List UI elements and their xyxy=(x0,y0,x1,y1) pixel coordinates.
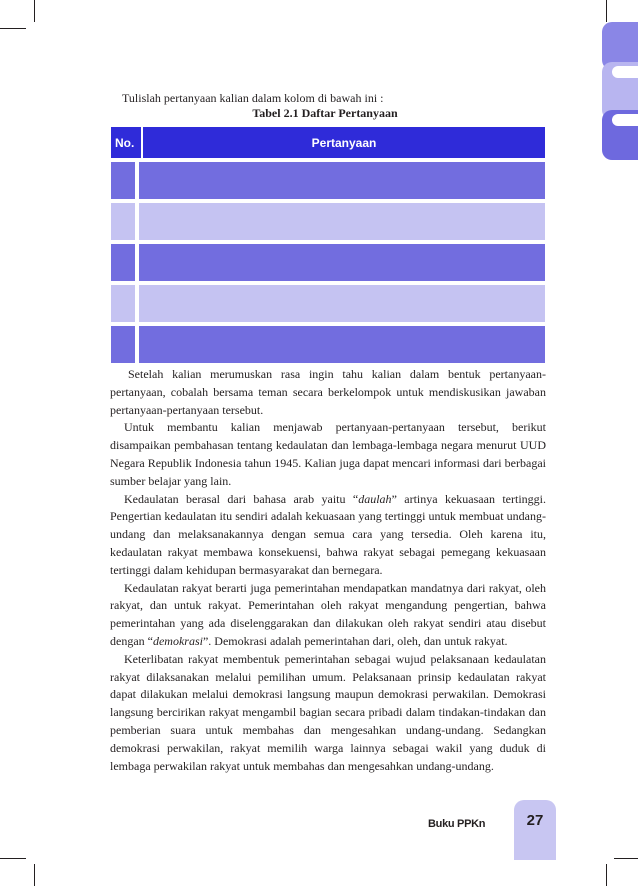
term-demokrasi: demokrasi xyxy=(152,633,203,648)
table-row xyxy=(111,326,545,363)
crop-mark xyxy=(34,864,35,886)
page-number-tab xyxy=(514,800,556,860)
paragraph: Kedaulatan berasal dari bahasa arab yaitu “daulah” artinya kekuasaan tertinggi. Pengertian kedaulatan itu sendiri adalah kekuasaan yang tertinggi untuk membuat undang-undang dan melaksanakannya dengan semua cara yang tersedia. Oleh karena itu, kedaulatan rakyat membawa konsekuensi, bahwa rakyat sebagai pemegang kekuasaan tertinggi dalam kehidupan bermasyarakat dan bernegara. xyxy=(110,491,546,577)
page-number: 27 xyxy=(526,812,544,829)
header-no: No. xyxy=(115,135,135,150)
paragraph: Setelah kalian merumuskan rasa ingin tahu kalian dalam bentuk pertanyaan-pertanyaan, cobalah bersama teman secara berkelompok untuk mendiskusikan jawaban pertanyaan-pertanyaan tersebut. xyxy=(110,367,546,417)
row-question-cell[interactable] xyxy=(139,285,545,322)
row-question-cell[interactable] xyxy=(139,326,545,363)
row-question-cell[interactable] xyxy=(139,203,545,240)
crop-mark xyxy=(606,0,607,22)
table-header xyxy=(111,127,545,158)
row-no-cell[interactable] xyxy=(111,203,135,240)
row-no-cell[interactable] xyxy=(111,285,135,322)
crop-mark xyxy=(614,858,638,859)
chapter-side-tab xyxy=(602,22,638,162)
crop-mark xyxy=(0,858,26,859)
book-title: Buku PPKn xyxy=(428,818,486,830)
crop-mark xyxy=(0,28,26,29)
header-question: Pertanyaan xyxy=(141,127,545,158)
row-question-cell[interactable] xyxy=(139,162,545,199)
table-caption: Tabel 2.1 Daftar Pertanyaan xyxy=(252,106,398,120)
crop-mark xyxy=(34,0,35,22)
table-row xyxy=(111,285,545,322)
question-table xyxy=(111,127,545,363)
intro-instruction: Tulislah pertanyaan kalian dalam kolom di bawah ini : xyxy=(122,91,384,105)
row-no-cell[interactable] xyxy=(111,244,135,281)
crop-mark xyxy=(606,864,607,886)
body-text xyxy=(110,366,546,775)
paragraph: Kedaulatan rakyat berarti juga pemerintahan mendapatkan mandatnya dari rakyat, oleh rakyat, dan untuk rakyat. Pemerintahan oleh rakyat mengandung pengertian, bahwa pemerintahan yang ada diselenggarakan dan dilakukan oleh rakyat sendiri atau disebut dengan “demokrasi”. Demokrasi adalah pemerintahan dari, oleh, dan untuk rakyat. xyxy=(110,580,546,648)
term-daulah: daulah xyxy=(358,491,392,506)
table-row xyxy=(111,203,545,240)
row-no-cell[interactable] xyxy=(111,326,135,363)
table-row xyxy=(111,244,545,281)
paragraph: Untuk membantu kalian menjawab pertanyaan-pertanyaan tersebut, berikut disampaikan pembahasan tentang kedaulatan dan lembaga-lembaga negara menurut UUD Negara Republik Indonesia tahun 1945. Kalian juga dapat mencari informasi dari berbagai sumber belajar yang lain. xyxy=(110,420,546,488)
table-row xyxy=(111,162,545,199)
row-question-cell[interactable] xyxy=(139,244,545,281)
paragraph: Keterlibatan rakyat membentuk pemerintahan sebagai wujud pelaksanaan kedaulatan rakyat dilaksanakan melalui pemilihan umum. Pelaksanaan prinsip kedaulatan rakyat dapat dilakukan melalui demokrasi langsung maupun demokrasi perwakilan. Demokrasi langsung bercirikan rakyat mengambil bagian secara pribadi dalam tindakan-tindakan dan pemberian suara untuk membahas dan mengesahkan undang-undang. Sedangkan demokrasi perwakilan, rakyat memilih warga lainnya sebagai wakil yang duduk di lembaga perwakilan rakyat untuk membahas dan mengesahkan undang-undang. xyxy=(110,651,546,773)
row-no-cell[interactable] xyxy=(111,162,135,199)
